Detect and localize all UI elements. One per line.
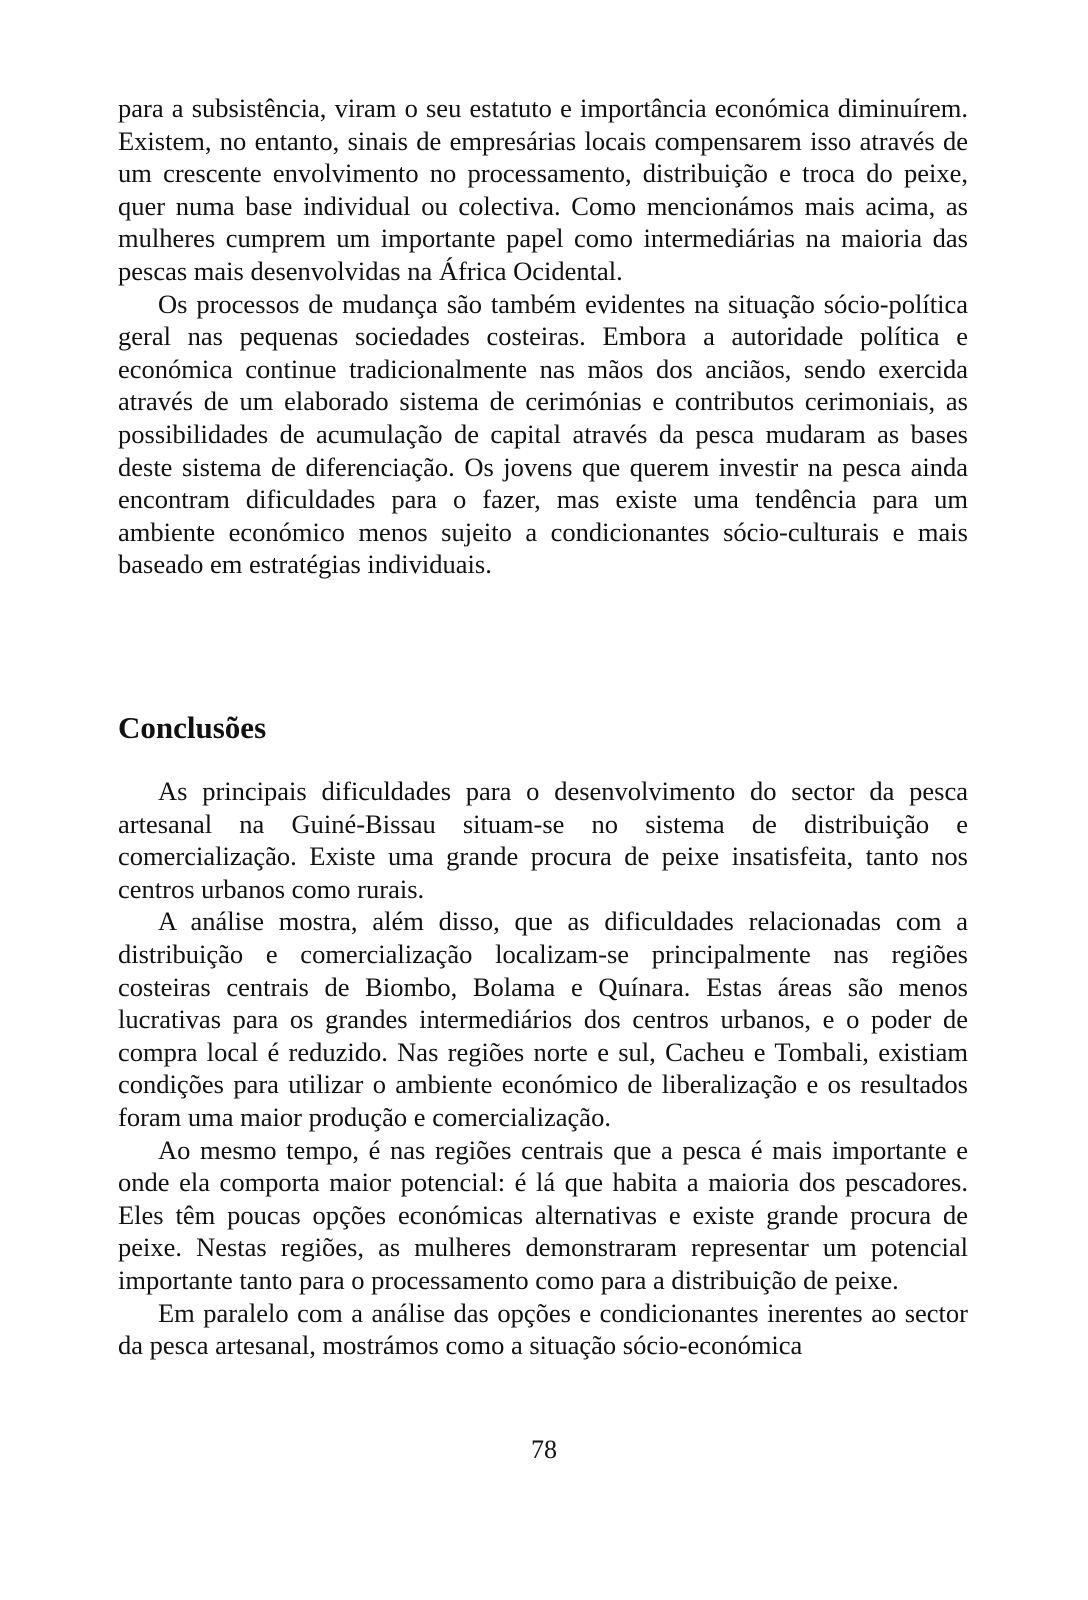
- page-number: 78: [531, 1435, 557, 1464]
- text-block-conclusions: [118, 775, 968, 1362]
- paragraph-central-regions: Ao mesmo tempo, é nas regiões centrais que a pesca é mais importante e onde ela comporta maior potencial: é lá que habita a maioria dos pescadores. Eles têm poucas opções económicas alternativas e existe grande procura de peixe. Nestas regiões, as mulheres demonstraram representar um potencial importante tanto para o processamento como para a distribuição de peixe.: [118, 1134, 968, 1295]
- paragraph-socio-political-change: Os processos de mudança são também evidentes na situação sócio-política geral nas pequenas sociedades costeiras. Embora a autoridade política e económica continue tradicionalmente nas mãos dos anciãos, sendo exercida através de um elaborado sistema de cerimónias e contributos cerimoniais, as possibilidades de acumulação de capital através da pesca mudaram as bases deste sistema de diferenciação. Os jovens que querem investir na pesca ainda encontram dificuldades para o fazer, mas existe uma tendência para um ambiente económico menos sujeito a condicionantes sócio-culturais e mais baseado em estratégias individuais.: [118, 288, 968, 580]
- paragraph-analysis-regions: A análise mostra, além disso, que as dificuldades relacionadas com a distribuição e comercialização localizam-se principalmente nas regiões costeiras centrais de Biombo, Bolama e Quínara. Estas áreas são menos lucrativas para os grandes intermediários dos centros urbanos, e o poder de compra local é reduzido. Nas regiões norte e sul, Cacheu e Tombali, existiam condições para utilizar o ambiente económico de liberalização e os resultados foram uma maior produção e comercialização.: [118, 906, 968, 1132]
- paragraph-parallel-analysis: Em paralelo com a análise das opções e condicionantes inerentes ao sector da pesca artesanal, mostrámos como a situação sócio-económica: [118, 1297, 968, 1361]
- section-heading-conclusions: Conclusões: [118, 710, 267, 745]
- paragraph-continuation: para a subsistência, viram o seu estatuto e importância económica diminuírem. Existem, no entanto, sinais de empresárias locais compensarem isso através de um crescente envolvimento no processamento, distribuição e troca do peixe, quer numa base individual ou colectiva. Como mencionámos mais acima, as mulheres cumprem um importante papel como intermediárias na maioria das pescas mais desenvolvidas na África Ocidental.: [118, 93, 968, 286]
- text-block-top: [118, 92, 968, 581]
- paragraph-main-difficulties: As principais dificuldades para o desenvolvimento do sector da pesca artesanal na Guiné-Bissau situam-se no sistema de distribuição e comercialização. Existe uma grande procura de peixe insatisfeita, tanto nos centros urbanos como rurais.: [118, 776, 968, 904]
